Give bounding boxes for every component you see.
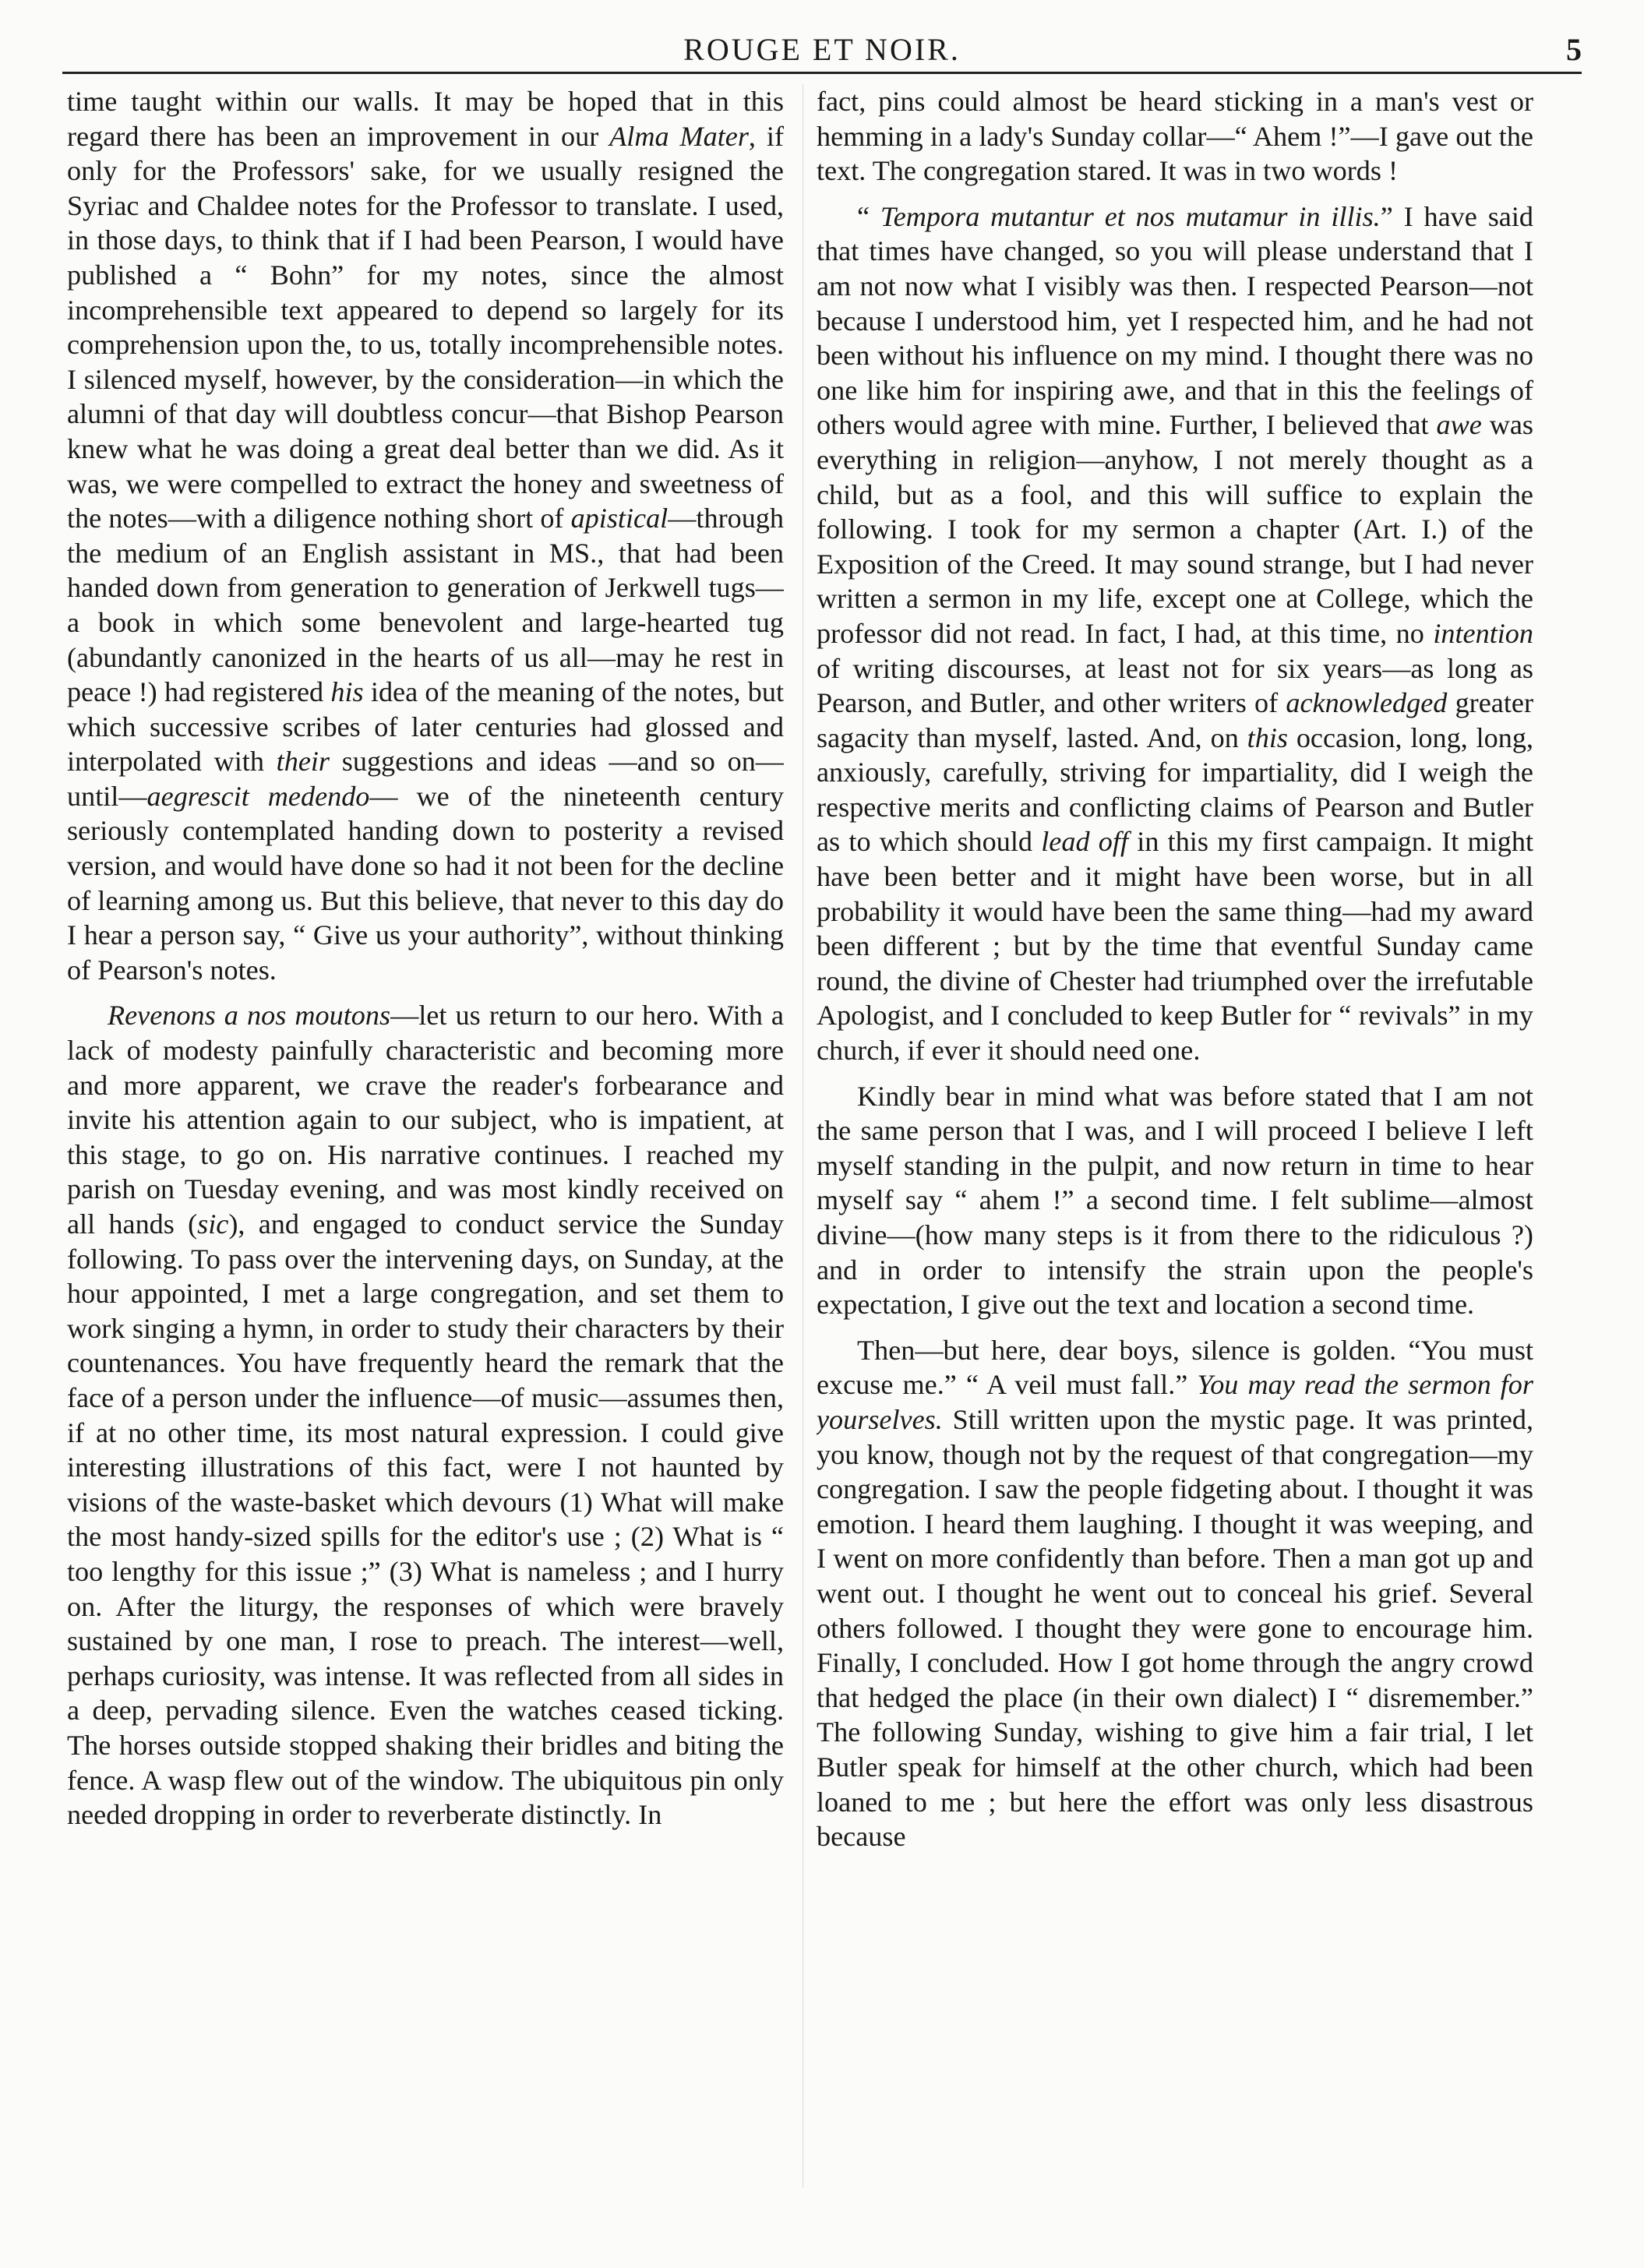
italic-run: his	[330, 676, 364, 708]
text-run: —let us return to our hero. With a lack of modesty painfully characteristic and becoming more and more apparent, we crave the reader's forbearance and invite his attention again to our subject, who is impatient, at this stage, to go on. His narrative continues. I reached my parish on Tuesday evening, and was most kindly received on all hands (	[67, 1000, 784, 1240]
paragraph-pearson-notes	[67, 84, 784, 987]
publication-title: ROUGE ET NOIR.	[683, 32, 961, 67]
text-run: Then—but here, dear boys, silence is golden. “You must excuse me.” “ A veil must fall.”	[817, 1334, 1533, 1401]
text-run: in this my first campaign. It might have been better and it might have been worse, but in all probability it would have been the same thing—had my award been different ; but by the time that eventful Sunday came round, the divine of Chester had triumphed over the irrefutable Apologist, and I concluded to keep Butler for “ revivals” in my church, if ever it should need one.	[817, 826, 1533, 1067]
italic-run: Alma Mater	[609, 120, 749, 152]
text-run: of writing discourses, at least not for six years—as long as Pearson, and Butler, and other writers of	[817, 652, 1533, 719]
italic-run: intention	[1433, 617, 1533, 649]
right-column	[817, 84, 1533, 2219]
italic-run: You may read the sermon for yourselves.	[817, 1369, 1533, 1435]
header-rule	[62, 72, 1582, 74]
page-number: 5	[1566, 32, 1582, 67]
paragraph-silence-golden	[817, 1333, 1533, 1854]
paragraph-revenons	[67, 998, 784, 1832]
italic-run: their	[276, 746, 330, 778]
running-header	[62, 30, 1582, 70]
italic-run: sic	[197, 1208, 229, 1240]
text-run: “	[857, 200, 880, 232]
italic-run: Tempora mutantur et nos mutamur in illis.	[880, 200, 1381, 232]
paragraph-tempora	[817, 199, 1533, 1068]
text-run: —through the medium of an English assistant in MS., that had been handed down from generation to generation of Jerkwell tugs—a book in which some benevolent and large-hearted tug (abundantly canonized in the hearts of us all—may he rest in peace !) had registered	[67, 503, 784, 708]
text-run: time taught within our walls. It may be hoped that in this regard there has been an improvement in our	[67, 86, 784, 152]
italic-run: awe	[1436, 409, 1482, 441]
left-column	[67, 84, 784, 2219]
paragraph-pins: fact, pins could almost be heard sticking in a man's vest or hemming in a lady's Sunday collar—“ Ahem !”—I gave out the text. The congregation stared. It was in two words !	[817, 86, 1533, 187]
italic-run: this	[1247, 721, 1288, 753]
italic-run: lead off	[1041, 826, 1129, 858]
italic-run: apistical	[570, 503, 669, 534]
text-run: ” I have said that times have changed, so you will please understand that I am not now what I visibly was then. I respected Pearson—not because I understood him, yet I respected him, and he had not been without his influence on my mind. I thought there was no one like him for inspiring awe, and that in this the feelings of others would agree with mine. Further, I believed that	[817, 200, 1533, 441]
text-run: — we of the nineteenth century seriously contemplated handing down to posterity a revised version, and would have done so had it not been for the decline of learning among us. But this believe, that never to this day do I hear a person say, “ Give us your authority”, without thinking of Pearson's notes.	[67, 780, 784, 986]
text-run: suggestions and ideas —and so on—until—	[67, 746, 784, 812]
text-run: idea of the meaning of the notes, but which successive scribes of later centuries had glossed and interpolated with	[67, 676, 784, 778]
italic-run: Revenons a nos moutons	[108, 1000, 391, 1032]
text-run: ), and engaged to conduct service the Sunday following. To pass over the intervening days, on Sunday, at the hour appointed, I met a large congregation, and set them to work singing a hymn, in order to study their characters by their countenances. You have frequently heard the remark that the face of a person under the influence—of music—assumes then, if at no other time, its most natural expression. I could give interesting illustrations of this fact, were I not haunted by visions of the waste-basket which devours (1) What will make the most handy-sized spills for the editor's use ; (2) What is “ too lengthy for this issue ;” (3) What is nameless ; and I hurry on. After the liturgy, the responses of which were bravely sustained by one man, I rose to preach. The interest—well, perhaps curiosity, was intense. It was reflected from all sides in a deep, pervading silence. Even the watches ceased ticking. The horses outside stopped shaking their bridles and biting the fence. A wasp flew out of the window. The ubiquitous pin only needed dropping in order to reverberate distinctly. In	[67, 1208, 784, 1831]
text-run: , if only for the Professors' sake, for we usually resigned the Syriac and Chaldee notes for the Professor to translate. I used, in those days, to think that if I had been Pearson, I would have published a “ Bohn” for my notes, since the almost incomprehensible text appeared to depend so largely for its comprehension upon the, to us, totally incomprehensible notes. I silenced myself, however, by the consideration—in which the alumni of that day will doubtless concur—that Bishop Pearson knew what he was doing a great deal better than we did. As it was, we were compelled to extract the honey and sweetness of the notes—with a diligence nothing short of	[67, 120, 784, 534]
paragraph-kindly-bear: Kindly bear in mind what was before stated that I am not the same person that I was, and I will proceed I believe I left myself standing in the pulpit, and now return in time to hear myself say “ ahem !” a second time. I felt sublime—almost divine—(how many steps is it from there to the ridiculous ?) and in order to intensify the strain upon the people's expectation, I give out the text and location a second time.	[817, 1080, 1533, 1321]
text-run: occasion, long, long, anxiously, carefully, striving for impartiality, did I weigh the respective merits and conflicting claims of Pearson and Butler as to which should	[817, 721, 1533, 858]
italic-run: aegrescit medendo	[146, 780, 370, 812]
text-run: greater sagacity than myself, lasted. And, on	[817, 687, 1533, 753]
text-run: was everything in religion—anyhow, I not merely thought as a child, but as a fool, and this will suffice to explain the following. I took for my sermon a chapter (Art. I.) of the Exposition of the Creed. It may sound strange, but I had never written a sermon in my life, except one at College, which the professor did not read. In fact, I had, at this time, no	[817, 409, 1533, 649]
italic-run: acknowledged	[1286, 687, 1448, 719]
text-run: Still written upon the mystic page. It was printed, you know, though not by the request of that congregation—my congregation. I saw the people fidgeting about. I thought it was emotion. I heard them laughing. I thought it was weeping, and I went on more confidently than before. Then a man got up and went out. I thought he went out to conceal his grief. Several others followed. I thought they were gone to encourage him. Finally, I concluded. How I got home through the angry crowd that hedged the place (in their own dialect) I “ disremember.” The following Sunday, wishing to give him a fair trial, I let Butler speak for himself at the other church, which had been loaned to me ; but here the effort was only less disastrous because	[817, 1403, 1533, 1853]
